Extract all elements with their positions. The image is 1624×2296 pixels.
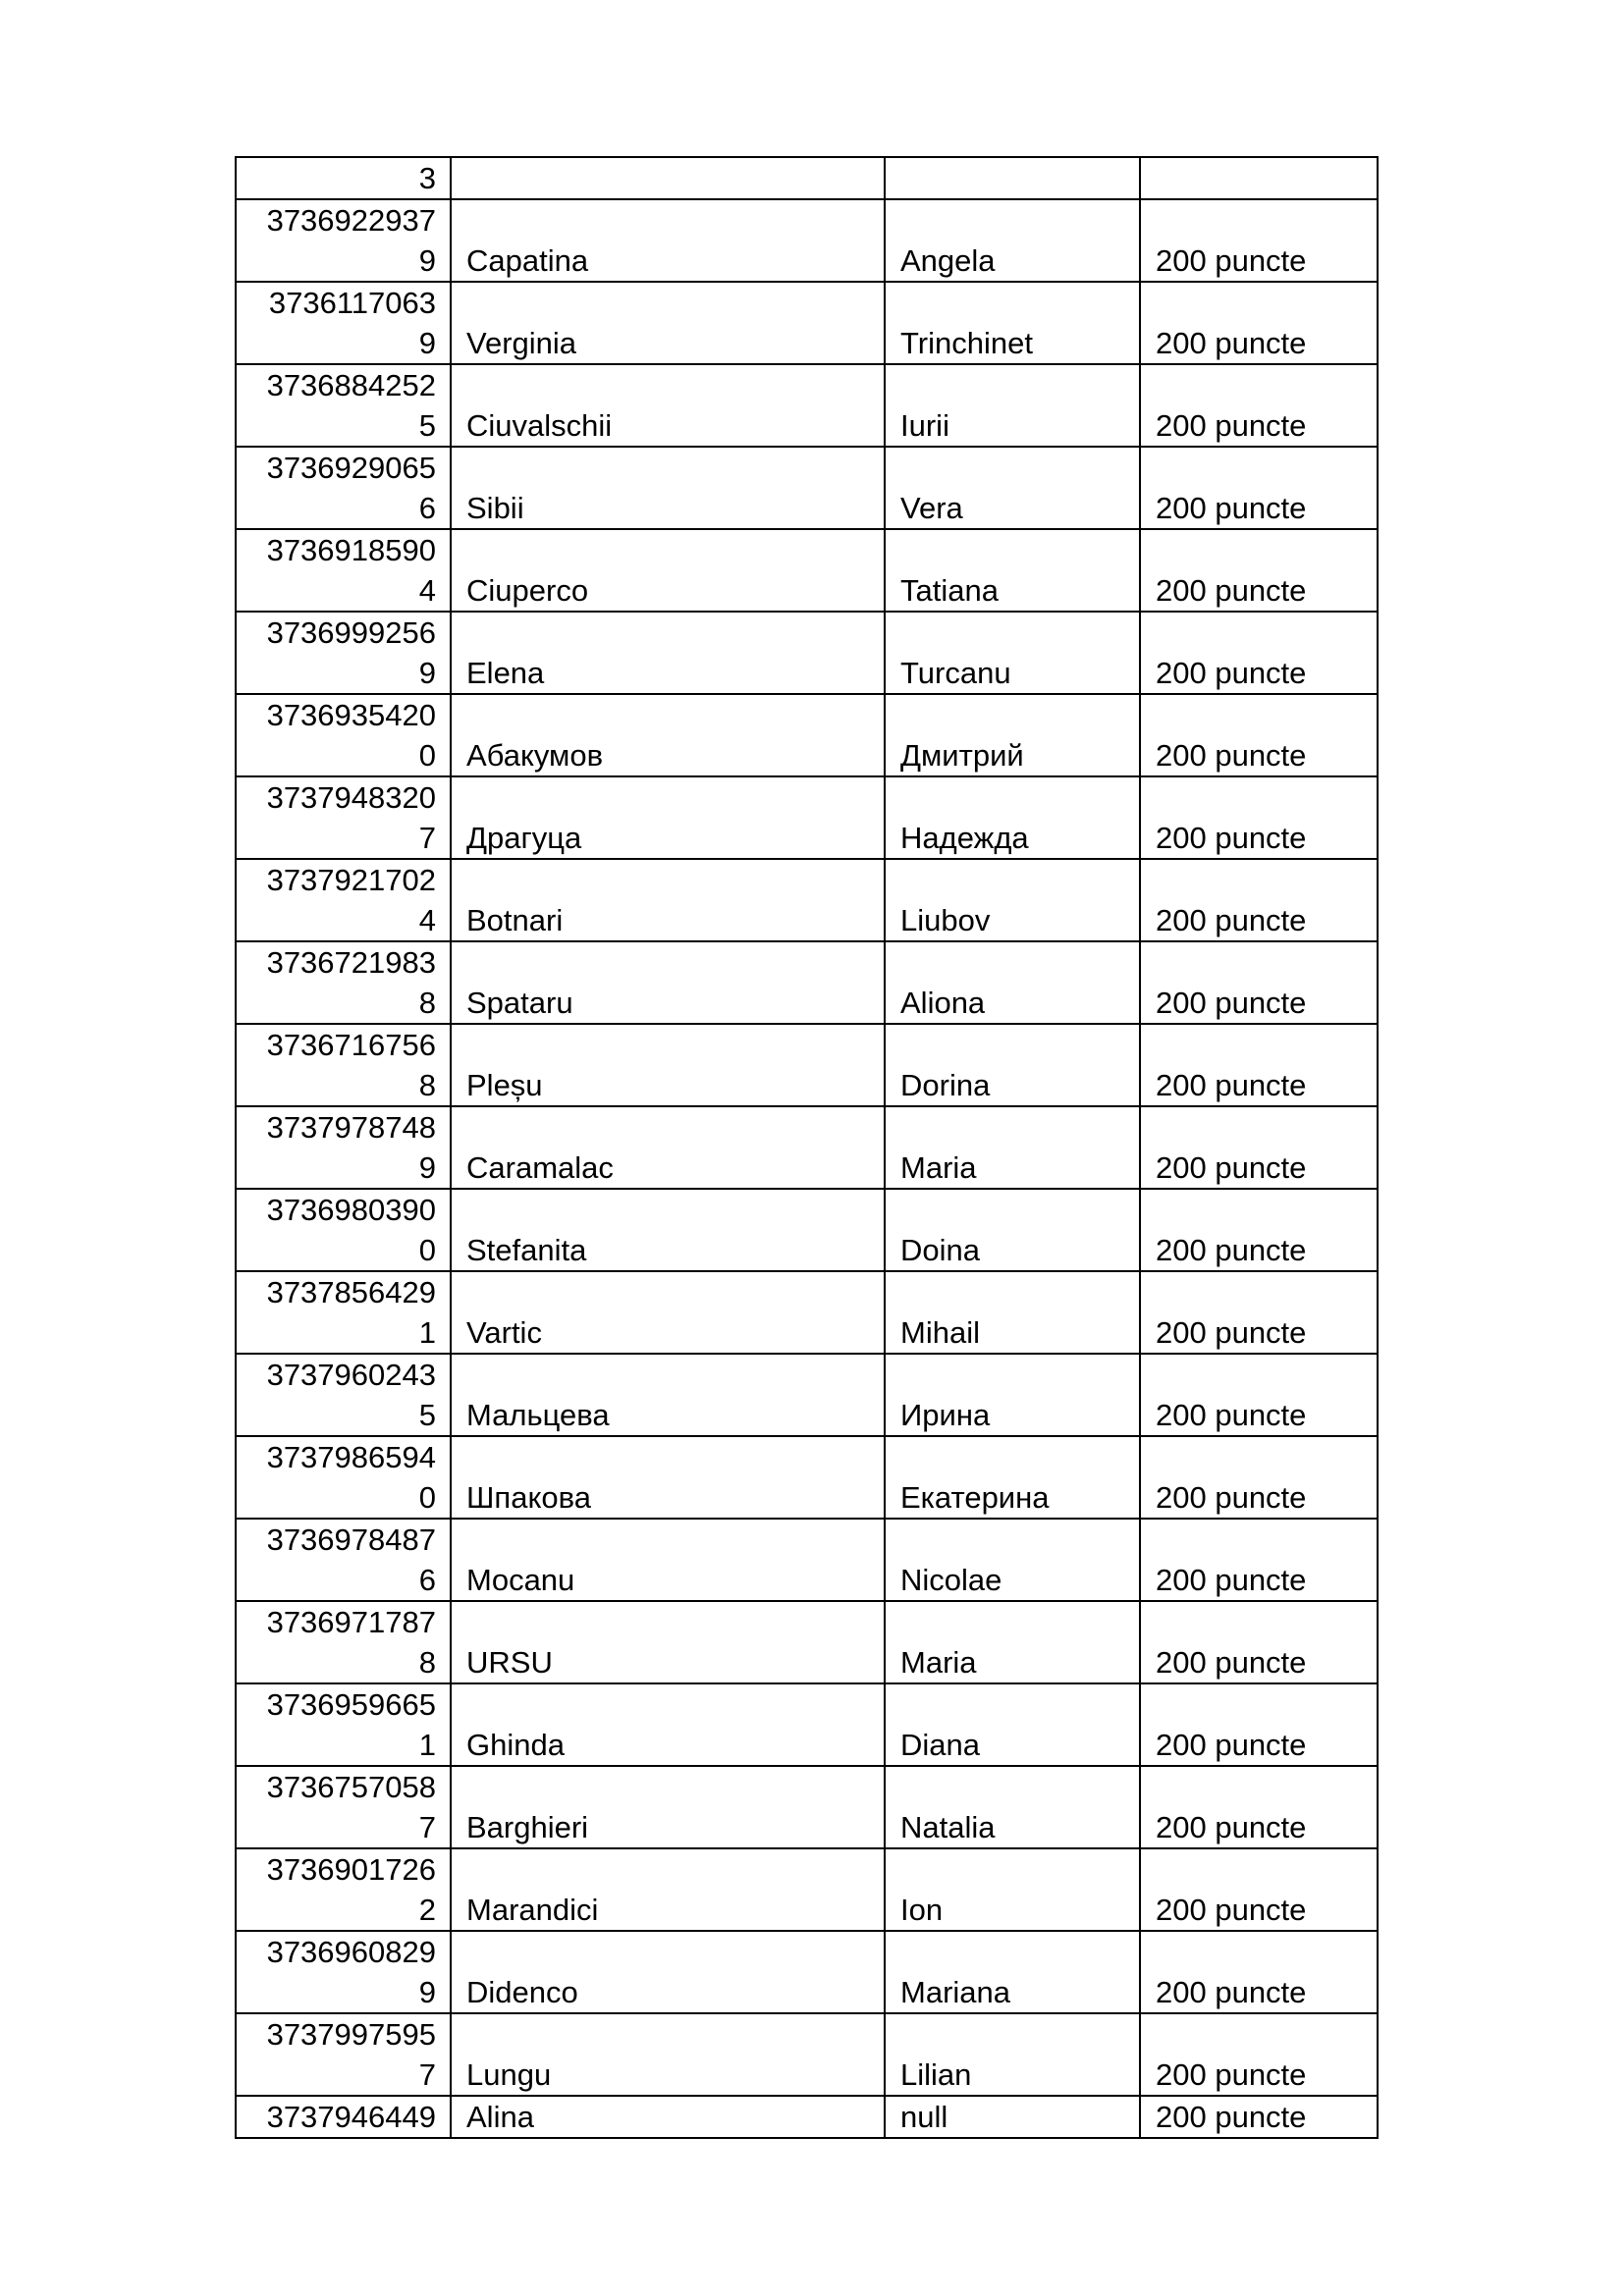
table-row (236, 694, 1378, 776)
table-row (236, 447, 1378, 529)
points-cell: 200 puncte (1140, 612, 1378, 694)
phone-number-part-2: 5 (418, 408, 436, 443)
phone-cell (236, 941, 451, 1024)
phone-number-part-1: 3736971787 (266, 1605, 436, 1639)
table-row (236, 1601, 1378, 1683)
phone-number-part-1: 3736980390 (266, 1193, 436, 1227)
phone-number-part-2: 6 (418, 491, 436, 525)
phone-number-part-1: 3736884252 (266, 368, 436, 402)
last-name-cell: Абакумов (451, 694, 885, 776)
phone-number-part-1: 3736999256 (266, 615, 436, 650)
phone-number-part-2: 5 (418, 1398, 436, 1432)
points-cell: 200 puncte (1140, 1354, 1378, 1436)
last-name-cell: Capatina (451, 199, 885, 282)
first-name-cell: Надежда (885, 776, 1140, 859)
phone-number-part-1: 3736960829 (266, 1935, 436, 1969)
table-row (236, 1354, 1378, 1436)
first-name-cell: Iurii (885, 364, 1140, 447)
phone-number-part-1: 3737921702 (266, 863, 436, 897)
points-cell (1140, 157, 1378, 199)
last-name-cell: Marandici (451, 1848, 885, 1931)
phone-number-part-2: 3 (418, 161, 436, 195)
table-row (236, 199, 1378, 282)
phone-number-part-1: 3736959665 (266, 1687, 436, 1722)
phone-cell (236, 2013, 451, 2096)
phone-number-part-1: 3736117063 (268, 286, 436, 320)
phone-number-part-2: 9 (418, 326, 436, 360)
last-name-cell (451, 157, 885, 199)
table-row (236, 2013, 1378, 2096)
phone-number-part-1: 3736901726 (266, 1852, 436, 1887)
points-cell: 200 puncte (1140, 1601, 1378, 1683)
first-name-cell: Trinchinet (885, 282, 1140, 364)
table-row (236, 941, 1378, 1024)
first-name-cell: Aliona (885, 941, 1140, 1024)
phone-number-part-1: 3736757058 (266, 1770, 436, 1804)
last-name-cell: Lungu (451, 2013, 885, 2096)
first-name-cell: Tatiana (885, 529, 1140, 612)
phone-number-part-2: 7 (418, 2057, 436, 2092)
points-cell: 200 puncte (1140, 1106, 1378, 1189)
phone-number-part-1: 3737986594 (266, 1440, 436, 1474)
first-name-cell: Lilian (885, 2013, 1140, 2096)
phone-number-part-1: 3736922937 (266, 203, 436, 238)
phone-number-part-2: 2 (418, 1893, 436, 1927)
table-row (236, 529, 1378, 612)
first-name-cell: Dorina (885, 1024, 1140, 1106)
phone-number-part-1: 3737978748 (266, 1110, 436, 1145)
phone-cell (236, 1519, 451, 1601)
table-row (236, 282, 1378, 364)
phone-cell (236, 1354, 451, 1436)
phone-number-part-2: 6 (418, 1563, 436, 1597)
phone-number-part-1: 3736918590 (266, 533, 436, 567)
points-cell: 200 puncte (1140, 1189, 1378, 1271)
phone-number-part-2: 7 (418, 1810, 436, 1844)
points-cell: 200 puncte (1140, 282, 1378, 364)
phone-cell (236, 1683, 451, 1766)
first-name-cell: Doina (885, 1189, 1140, 1271)
points-cell: 200 puncte (1140, 859, 1378, 941)
phone-cell (236, 282, 451, 364)
last-name-cell: Elena (451, 612, 885, 694)
table-row (236, 612, 1378, 694)
points-cell: 200 puncte (1140, 1766, 1378, 1848)
phone-cell (236, 1931, 451, 2013)
table-row (236, 1106, 1378, 1189)
points-cell: 200 puncte (1140, 941, 1378, 1024)
points-cell: 200 puncte (1140, 1931, 1378, 2013)
phone-number-part-1: 3737856429 (266, 1275, 436, 1309)
first-name-cell: Екатерина (885, 1436, 1140, 1519)
table-row (236, 1436, 1378, 1519)
points-cell: 200 puncte (1140, 776, 1378, 859)
first-name-cell: Ирина (885, 1354, 1140, 1436)
points-cell: 200 puncte (1140, 2013, 1378, 2096)
phone-cell (236, 1189, 451, 1271)
last-name-cell: Ghinda (451, 1683, 885, 1766)
last-name-cell: Mocanu (451, 1519, 885, 1601)
table-row (236, 859, 1378, 941)
table-row (236, 364, 1378, 447)
last-name-cell: Botnari (451, 859, 885, 941)
phone-number-part-2: 9 (418, 243, 436, 278)
last-name-cell: Caramalac (451, 1106, 885, 1189)
table-row (236, 1271, 1378, 1354)
phone-cell (236, 1436, 451, 1519)
first-name-cell: null (885, 2096, 1140, 2138)
points-cell: 200 puncte (1140, 1271, 1378, 1354)
last-name-cell: Шпакова (451, 1436, 885, 1519)
phone-number-part-2: 1 (418, 1315, 436, 1350)
phone-number-part-2: 9 (418, 1150, 436, 1185)
phone-cell (236, 529, 451, 612)
phone-number-part-1: 3736716756 (266, 1028, 436, 1062)
first-name-cell: Vera (885, 447, 1140, 529)
points-cell: 200 puncte (1140, 364, 1378, 447)
points-cell: 200 puncte (1140, 447, 1378, 529)
phone-number-part-1: 3736978487 (266, 1522, 436, 1557)
table-row (236, 1519, 1378, 1601)
table-row (236, 1848, 1378, 1931)
phone-number-part-2: 9 (418, 1975, 436, 2009)
table-row (236, 1766, 1378, 1848)
phone-number-part-2: 3737946449 (266, 2100, 436, 2134)
last-name-cell: Драгуца (451, 776, 885, 859)
phone-number-part-2: 1 (418, 1728, 436, 1762)
points-cell: 200 puncte (1140, 1436, 1378, 1519)
first-name-cell: Дмитрий (885, 694, 1140, 776)
phone-number-part-1: 3736721983 (266, 945, 436, 980)
phone-number-part-2: 0 (418, 1480, 436, 1515)
table-row (236, 1189, 1378, 1271)
points-cell: 200 puncte (1140, 2096, 1378, 2138)
last-name-cell: Pleșu (451, 1024, 885, 1106)
last-name-cell: Ciuperco (451, 529, 885, 612)
phone-cell (236, 1766, 451, 1848)
phone-cell (236, 2096, 451, 2138)
last-name-cell: Spataru (451, 941, 885, 1024)
last-name-cell: Мальцева (451, 1354, 885, 1436)
phone-cell (236, 1601, 451, 1683)
points-cell: 200 puncte (1140, 1683, 1378, 1766)
last-name-cell: Verginia (451, 282, 885, 364)
first-name-cell: Liubov (885, 859, 1140, 941)
phone-number-part-2: 7 (418, 821, 436, 855)
phone-cell (236, 859, 451, 941)
phone-number-part-2: 4 (418, 903, 436, 937)
phone-number-part-2: 4 (418, 573, 436, 608)
phone-cell (236, 1024, 451, 1106)
phone-number-part-1: 3737960243 (266, 1358, 436, 1392)
phone-cell (236, 157, 451, 199)
last-name-cell: Barghieri (451, 1766, 885, 1848)
last-name-cell: Alina (451, 2096, 885, 2138)
table-row (236, 1024, 1378, 1106)
phone-cell (236, 447, 451, 529)
phone-number-part-2: 8 (418, 1068, 436, 1102)
phone-number-part-2: 9 (418, 656, 436, 690)
table-row (236, 776, 1378, 859)
phone-number-part-2: 0 (418, 738, 436, 773)
phone-cell (236, 364, 451, 447)
phone-number-part-1: 3737948320 (266, 780, 436, 815)
phone-number-part-2: 0 (418, 1233, 436, 1267)
first-name-cell: Mariana (885, 1931, 1140, 2013)
first-name-cell: Diana (885, 1683, 1140, 1766)
phone-number-part-1: 3737997595 (266, 2017, 436, 2052)
phone-cell (236, 1271, 451, 1354)
last-name-cell: Stefanita (451, 1189, 885, 1271)
points-cell: 200 puncte (1140, 199, 1378, 282)
phone-number-part-1: 3736935420 (266, 698, 436, 732)
first-name-cell: Angela (885, 199, 1140, 282)
last-name-cell: Didenco (451, 1931, 885, 2013)
table-row (236, 1931, 1378, 2013)
phone-cell (236, 612, 451, 694)
phone-cell (236, 1848, 451, 1931)
last-name-cell: Ciuvalschii (451, 364, 885, 447)
points-cell: 200 puncte (1140, 529, 1378, 612)
winners-table (235, 156, 1379, 2139)
points-cell: 200 puncte (1140, 1519, 1378, 1601)
first-name-cell: Ion (885, 1848, 1140, 1931)
first-name-cell: Nicolae (885, 1519, 1140, 1601)
first-name-cell (885, 157, 1140, 199)
last-name-cell: Sibii (451, 447, 885, 529)
phone-cell (236, 694, 451, 776)
table-row (236, 2096, 1378, 2138)
phone-cell (236, 776, 451, 859)
first-name-cell: Maria (885, 1106, 1140, 1189)
first-name-cell: Natalia (885, 1766, 1140, 1848)
phone-number-part-2: 8 (418, 1645, 436, 1680)
points-cell: 200 puncte (1140, 1848, 1378, 1931)
table-row (236, 1683, 1378, 1766)
table-row (236, 157, 1378, 199)
first-name-cell: Maria (885, 1601, 1140, 1683)
first-name-cell: Turcanu (885, 612, 1140, 694)
phone-cell (236, 199, 451, 282)
last-name-cell: Vartic (451, 1271, 885, 1354)
points-cell: 200 puncte (1140, 1024, 1378, 1106)
points-cell: 200 puncte (1140, 694, 1378, 776)
phone-number-part-1: 3736929065 (266, 451, 436, 485)
first-name-cell: Mihail (885, 1271, 1140, 1354)
last-name-cell: URSU (451, 1601, 885, 1683)
phone-cell (236, 1106, 451, 1189)
winners-table-body (236, 157, 1378, 2138)
phone-number-part-2: 8 (418, 986, 436, 1020)
